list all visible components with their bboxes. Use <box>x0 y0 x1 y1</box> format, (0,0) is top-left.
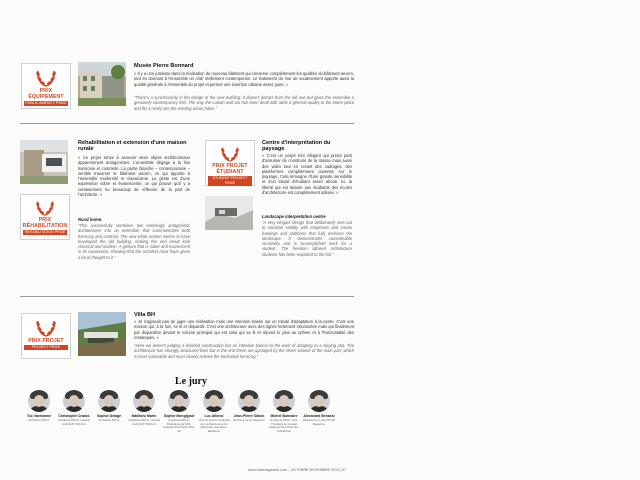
member-role: Rédactrice en chef COTE Magazine <box>303 418 335 426</box>
avatar <box>308 390 330 412</box>
section2-text-fr: « Ce projet arrive à associer deux objets architecturaux apparemment antagonistes. L'ensemble dégage à la fois harmonie et contraste. La partie blanche – contemporaine – semble traverser le bâtiment ancien, ce qui apporte à l'ensemble modernité et classicisme. Le geste est d'une expression sobre et évanescente, ce qui prouve qu'il y a certainement eu beaucoup de réflexion de la part de l'architecte. » <box>78 155 190 198</box>
member-name: Alexandra Benassi <box>303 414 335 418</box>
member-name: Toc Vaemanne <box>26 414 52 418</box>
section3-en-label: Landscape interpretation centre <box>262 214 326 219</box>
photo-musee-bonnard <box>78 62 126 106</box>
section2-en-label: Rural home. <box>78 217 103 222</box>
photo-maison-rurale <box>20 140 68 184</box>
badge-title: PRIX RÉHABILITATION <box>22 217 68 229</box>
laurel-icon <box>34 199 56 217</box>
member-name: Sophie Mongignot <box>163 414 195 418</box>
badge-subtitle: REHABILITATION PRIZE <box>24 230 66 234</box>
member-role: Architecte DPLG, Vice-Président du Conseil Régional de l'Ordre des Architectes <box>269 418 299 433</box>
jury-member <box>162 390 196 433</box>
member-role: Directeur de la villa Arson <box>233 418 265 422</box>
jury-title: Le jury <box>175 376 207 387</box>
badge-prix-projet-etudiant <box>205 140 255 186</box>
member-role: Chef du service territorial de l'architecture et du patrimoine des Alpes-Maritimes <box>198 418 230 433</box>
section1-text-fr: « Il y a une justesse dans la réalisation du nouveau bâtiment qui conserve complètement les qualités du bâtiment ancien, tout en donnant à l'ensemble un côté réellement contemporain. Le traitement du mur de soutènement apporte aussi la qualité générale à l'ensemble du projet et permet une insertion urbaine assez juste. » <box>134 71 354 87</box>
section1-title: Musée Pierre Bonnard <box>134 63 194 69</box>
avatar <box>133 390 155 412</box>
laurel-icon <box>35 68 57 88</box>
section2-text-en: "This successfully combines two seemingly antagonistic architectures into an ensemble that communicates both harmony and contrast. The new white section seems to have enveloped the old building, making the end result look classical and modern. A gesture that is sober and evanescent in its expression, showing that the architect must have given a lot of thought to it." <box>78 223 190 260</box>
jury-member <box>232 390 266 423</box>
page-footer: www.cotemagazine.com – OCTOBRE NOVEMBRE 2015 | 37 <box>248 468 346 472</box>
jury-member <box>127 390 161 426</box>
member-role: Architecte DPLG <box>98 418 120 422</box>
member-name: Matthieu Marin <box>131 414 157 418</box>
laurel-icon <box>35 318 57 338</box>
jury-member <box>267 390 301 433</box>
badge-prix-projet <box>21 313 71 359</box>
member-role: Architecte DPLG, Présidente de l'AIX, Lauréate AnArCHIT 2013-14 <box>162 418 196 433</box>
badge-prix-equipement <box>21 63 71 109</box>
jury-member <box>197 390 231 433</box>
member-role: Architecte DPLG, Lauréat AnArCHIT 2013-14 <box>128 418 160 426</box>
member-name: Luc Alfonsi <box>204 414 224 418</box>
badge-title: PRIX PROJET <box>28 338 64 344</box>
section4-text-en: "Here we weren't judging a finished construction but an intention based on the work of adapting to a sloping plot. The architecture has strongly structured lines but in the end these are upstaged by the sheer volume of the main part, which is most noticeable and most closely echoes the horizontal terracing." <box>134 343 354 359</box>
section2-title: Réhabilitation et extension d'une maison rurale <box>78 140 187 153</box>
section1-text-en: "There's a synchronicity in the design of the new building; it doesn't detract from the old one but gives the ensemble a genuinely contemporary feel. The way the curtain wall too has been dealt with adds a general quality to the entire place and fits it nicely into the existing urban fabric." <box>134 95 354 111</box>
badge-title: PRIX PROJET ÉTUDIANT <box>212 163 248 175</box>
badge-subtitle: PUBLIC AMENITY PRIZE <box>25 101 67 105</box>
member-name: Sophie Delage <box>96 414 122 418</box>
avatar <box>28 390 50 412</box>
divider <box>20 123 354 124</box>
badge-subtitle: PROJECT PRIZE <box>24 345 68 350</box>
member-name: Jean-Pierre Sidoni <box>233 414 265 418</box>
member-role: Architecte DPLG <box>28 418 50 422</box>
laurel-icon <box>219 145 241 163</box>
jury-member <box>22 390 56 423</box>
section3-title: Centre d'interprétation du paysage <box>262 140 331 153</box>
member-role: Architecte DPLG, Lauréat AnArCHIT 2013-14 <box>58 418 90 426</box>
avatar <box>63 390 85 412</box>
section3-text-fr: « C'est un projet très élégant qui prend parti d'assumer de construire de la masse mais aussi des vides tout en créant des cadrages, des plateformes complètement ouvertes sur le paysage. Cela témoigne d'une grande sensibilité et d'un travail d'étudiant assez abouti. Ici, la liberté qui est laissée aux étudiants des écoles d'architecture est complètement utilisée. » <box>262 153 352 196</box>
avatar <box>273 390 295 412</box>
badge-subtitle: STUDENT PROJECT PRIZE <box>208 176 252 186</box>
avatar <box>98 390 120 412</box>
member-name: Christophe Cradoc <box>58 414 90 418</box>
photo-villa-bh <box>78 312 126 356</box>
avatar <box>168 390 190 412</box>
jury-member <box>302 390 336 426</box>
jury-member <box>92 390 126 423</box>
avatar <box>238 390 260 412</box>
badge-title: PRIX ÉQUIPEMENT <box>28 88 64 100</box>
member-name: Michel Bonnaire <box>270 414 298 418</box>
section4-title: Villa BH <box>134 312 156 318</box>
badge-prix-rehabilitation <box>20 194 70 240</box>
section4-text-fr: « Je n'agissait pas de juger une réalisation mais une intention basée sur un travail d'adaptation à la pente. C'est une maison qui, à la fois, se lit et disparaît. C'est une architecture avec des lignes fortement structurées mais qui finalement par disparaître devant le volume principal qui est celui qui se lit et répond le plus au rythme et à l'horizontalité des restanques. » <box>134 319 354 340</box>
photo-centre-paysage <box>205 196 253 230</box>
section3-text-en: "A very elegant design that deliberately sets out to combine solidity with emptiness and create framings and platforms that fully embrace the landscape. It demonstrates considerable sensitivity and is accomplished work for a student. The freedom allowed architecture students has been exploited to the full." <box>262 220 352 257</box>
jury-member <box>57 390 91 426</box>
divider <box>20 296 354 297</box>
avatar <box>203 390 225 412</box>
